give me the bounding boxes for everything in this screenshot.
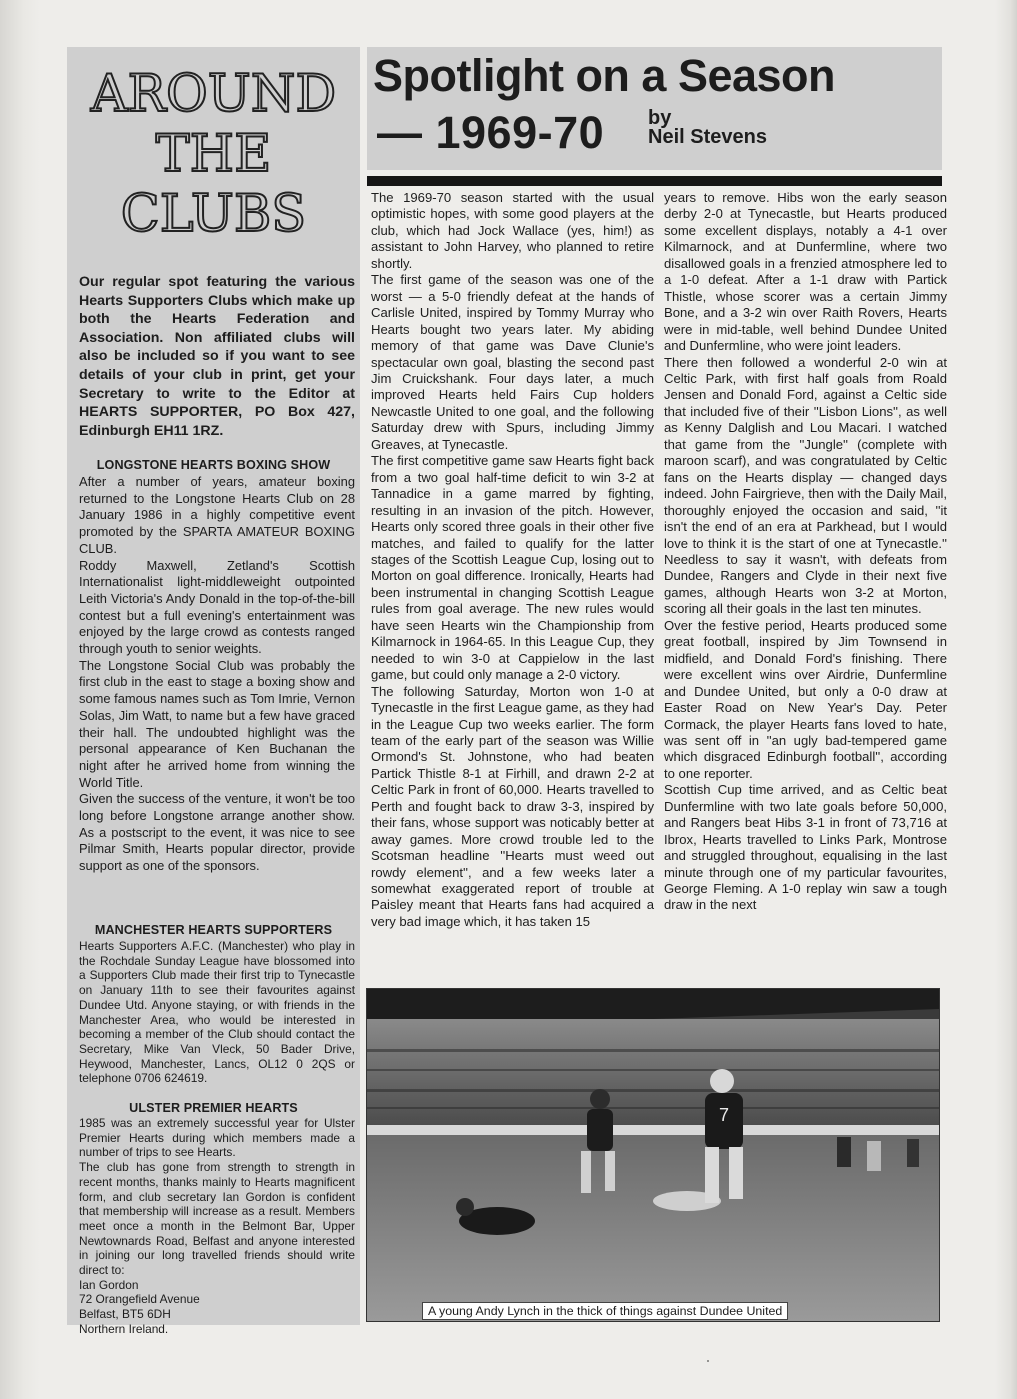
address-line: 72 Orangefield Avenue: [79, 1292, 200, 1307]
paragraph: After a number of years, amateur boxing returned to the Longstone Hearts Club on 28 January 1986 in a highly competitive event promoted by the SPARTA AMATEUR BOXING CLUB.: [79, 474, 355, 556]
paragraph: The Longstone Social Club was probably the first club in the east to stage a boxing show and some famous names such as Tom Imrie, Vernon Solas, Jim Watt, to name but a few have graced their hall. The undoubted highlight was the personal appearance of Ken Buchanan the night after he arrived home from winning the World Title.: [79, 657, 355, 790]
address-line: Belfast, BT5 6DH: [79, 1307, 171, 1322]
paragraph: Over the festive period, Hearts produced some great football, inspired by Jim Townsend in midfield, and Donald Ford's finishing. There were excellent wins over Airdrie, Dunfermline and Dundee United, but only a 0-0 draw at Easter Road on New Year's Day. Peter Cormack, the player Hearts fans loved to hate, was sent off in ''an ugly bad-tempered game which disgraced Edinburgh football'', according to one reporter.: [664, 617, 947, 781]
paragraph: The 1969-70 season started with the usual optimistic hopes, with some good players at the club, which had Jock Wallace (yes, him!) as assistant to John Harvey, who planned to retire shortly.: [371, 190, 654, 271]
byline-by: by: [648, 107, 672, 129]
paragraph: The club has gone from strength to strength in recent months, thanks mainly to Hearts magnificent form, and club secretary Ian Gordon is confident that membership will increase as a result. Members meet once a month in the Belmont Bar, Upper Newtownards Road, Belfast and anyone interested in joining our long travelled friends should write direct to:: [79, 1160, 355, 1278]
masthead-line-3: CLUBS: [120, 185, 307, 244]
around-the-clubs-masthead: [67, 65, 360, 245]
article-title: Spotlight on a Season: [373, 50, 836, 101]
masthead-line-2: THE: [155, 125, 272, 184]
byline: [648, 109, 767, 147]
section-body-ulster: [79, 1116, 355, 1337]
title-divider-rule: [367, 176, 942, 186]
paragraph: The first game of the season was one of the worst — a 5-0 friendly defeat at the hands of Carlisle United, inspired by Tommy Murray who Hearts bought two years later. My abiding memory of that game was Dave Clunie's spectacular own goal, blasting the second past Jim Cruickshank. Four days later, a much improved Hearts held Fairs Cup holders Newcastle United to one goal, and the following Saturday drew with Spurs, including Jimmy Greaves, at Tynecastle.: [371, 272, 654, 452]
page-speck: [707, 1360, 709, 1362]
paragraph: Hearts Supporters A.F.C. (Manchester) who play in the Rochdale Sunday League have blossomed into a Supporters Club made their first trip to Tynecastle on January 11th to see their favourites against Dundee Utd. Anyone staying, or with friends in the Manchester Area, who would be interested in becoming a member of the Club should contact the Secretary, Mike Van Vleck, 50 Bader Drive, Heywood, Manchester, Lancs, OL12 0 2QS or telephone 0706 624619.: [79, 939, 355, 1086]
paragraph: The following Saturday, Morton won 1-0 at Tynecastle in the first League game, as they had in the League Cup two weeks earlier. The form team of the early part of the season was Willie Ormond's St. Johnstone, who had beaten Partick Thistle 8-1 at Firhill, and drawn 2-2 at Celtic Park in front of 60,000. Hearts travelled to Perth and fought back to draw 3-3, inspired by their fans, whose support was noticably better at away games. More crowd trouble led to the Scotsman headline ''Hearts must weed out rowdy element'', and a few weeks later a somewhat exaggerated report of trouble at Paisley meant that Hearts fans had acquired a very bad image which, it has taken 15: [371, 683, 654, 929]
byline-author: Neil Stevens: [648, 126, 767, 148]
paragraph: There then followed a wonderful 2-0 win at Celtic Park, with first half goals from Roald Jensen and Donald Ford, against a Celtic side that included five of their ''Lisbon Lions'', as well as Kenny Dalglish and Lou Macari. I watched that game from the ''Jungle'' (complete with maroon scarf), and was congratulated by Celtic fans on the Hearts display — changed days indeed. John Fairgrieve, then with the Daily Mail, thoroughly enjoyed the occasion and said, ''it isn't the end of an era at Parkhead, but I would love to think it is the start of one at Tynecastle.'' Needless to say it wasn't, with defeats from Dundee, Rangers and Clyde in their next five games, although Hearts won 3-2 at Morton, scoring all their goals in the last ten minutes.: [664, 354, 947, 617]
paragraph: Scottish Cup time arrived, and as Celtic beat Dunfermline with two late goals before 50,000, and Rangers beat Hibs 3-1 in front of 73,716 at Ibrox, Hearts travelled to Links Park, Montrose and struggled throughout, equalising in the last minute through one of my particular favourites, George Fleming. A 1-0 replay win saw a tough draw in the next: [664, 782, 947, 913]
article-title-season: — 1969-70: [377, 107, 605, 158]
section-heading-manchester: MANCHESTER HEARTS SUPPORTERS: [94, 923, 333, 937]
section-body-longstone: [79, 474, 355, 875]
photo-caption: A young Andy Lynch in the thick of things against Dundee United: [422, 1302, 788, 1320]
address-line: Northern Ireland.: [79, 1321, 169, 1336]
page-edge-shadow: [995, 0, 1017, 1399]
article-column-left: [371, 190, 654, 930]
shirt-number-mark: 7: [718, 1105, 730, 1125]
address-line: Ian Gordon: [79, 1277, 139, 1292]
section-heading-longstone: LONGSTONE HEARTS BOXING SHOW: [96, 458, 331, 472]
article-column-right: [664, 190, 947, 914]
paragraph: Given the success of the venture, it won't be too long before Longstone arrange another show. As a postscript to the event, it was nice to see Pilmar Smith, Hearts popular director, provide support as one of the sponsors.: [79, 791, 355, 874]
article-title-box: [367, 47, 942, 170]
football-match-photo-illustration: [367, 989, 939, 1321]
section-body-manchester: [79, 939, 355, 1086]
around-the-clubs-panel: [67, 47, 360, 1336]
masthead-line-1: AROUND: [90, 65, 337, 124]
page-spine-shadow: [0, 0, 40, 1399]
paragraph: years to remove. Hibs won the early season derby 2-0 at Tynecastle, but Hearts produced some excellent displays, notably a 4-1 over Kilmarnock, and at Dunfermline, where two disallowed goals in a frenzied atmosphere led to a 1-0 defeat. After a 1-1 draw with Partick Thistle, whose scorer was a certain Jimmy Bone, and a 3-2 win over Raith Rovers, Hearts were in mid-table, well behind Dundee United and Dunfermline, who were joint leaders.: [664, 190, 947, 354]
sidebar-intro: Our regular spot featuring the various Hearts Supporters Clubs which make up both the Hearts Federation and Association. Non affiliated clubs will also be included so if you want to see details of your club in print, get your Secretary to write to the Editor at HEARTS SUPPORTER, PO Box 427, Edinburgh EH11 1RZ.: [79, 274, 355, 439]
section-heading-ulster: ULSTER PREMIER HEARTS: [129, 1101, 298, 1115]
paragraph: The first competitive game saw Hearts fight back from a two goal half-time deficit to win 3-2 at Tannadice in a game marred by fighting, resulting in an invasion of the pitch. However, Hearts only scored three goals in their other five matches, and failed to qualify for the latter stages of the Scottish League Cup, losing out to Morton on goal difference. Ironically, Hearts had been instrumental in changing Scottish League rules from goal average. The new rules would have seen Hearts win the Championship from Kilmarnock in 1964-65. In this League Cup, they needed to win 3-0 at Cappielow in the last game, but could only manage a 2-0 victory.: [371, 453, 654, 683]
paragraph: 1985 was an extremely successful year for Ulster Premier Hearts during which members made a number of trips to see Hearts.: [79, 1116, 355, 1160]
paragraph: Roddy Maxwell, Zetland's Scottish Internationalist light-middleweight outpointed Leith Victoria's Andy Donald in the top-of-the-bill contest but a full evening's entertainment was enjoyed by the large crowd as contests ranged through youth to senior weights.: [79, 557, 355, 657]
match-photo: [366, 988, 940, 1322]
